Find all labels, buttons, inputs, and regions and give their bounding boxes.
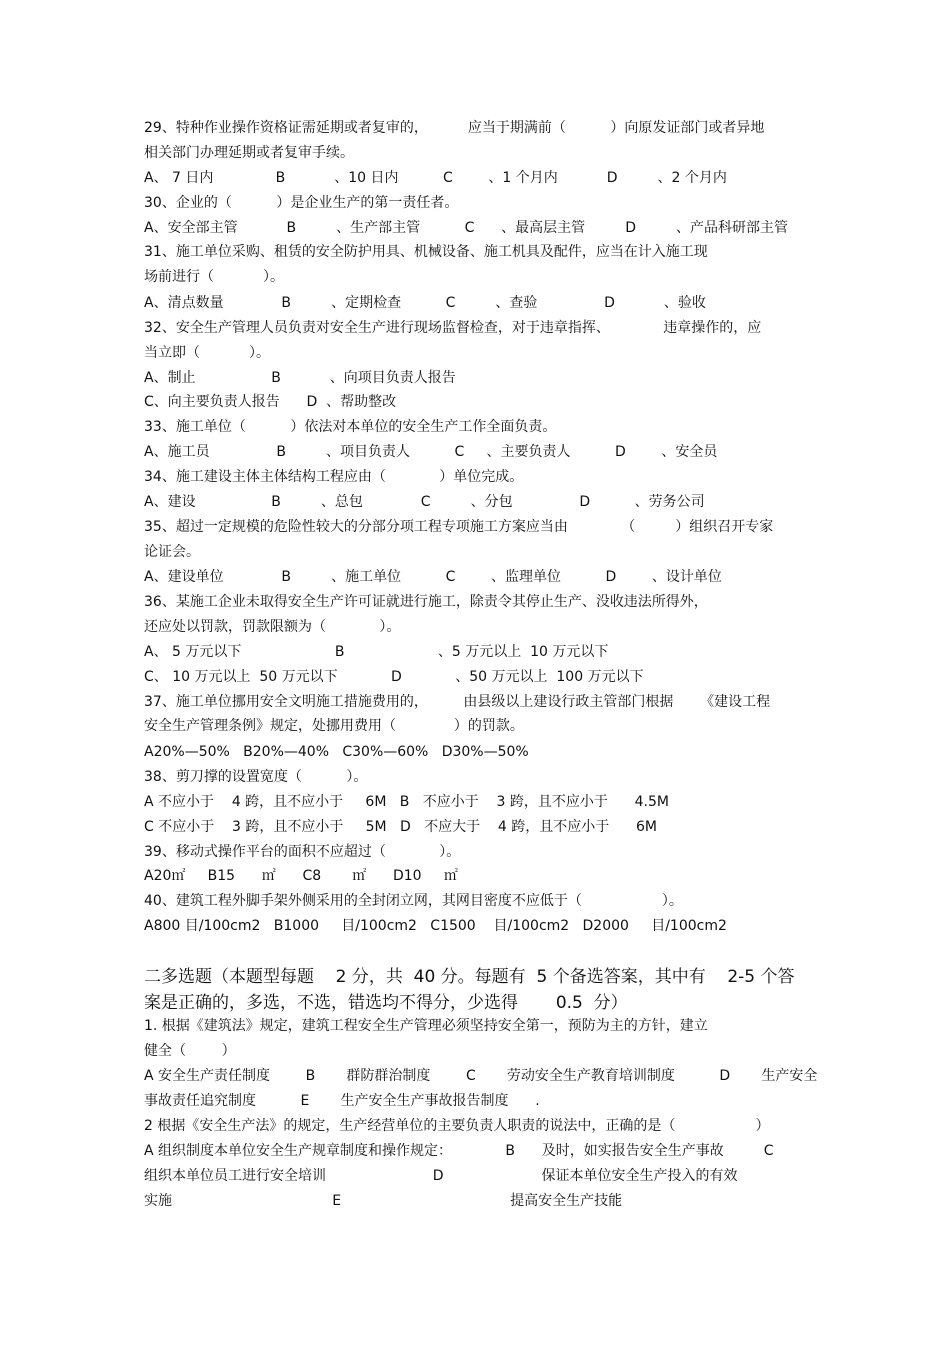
- text-line: A20㎡ B15 ㎡ C8 ㎡ D10 ㎡: [144, 868, 458, 884]
- text-line: 实施 E 提高安全生产技能: [144, 1193, 623, 1209]
- text-line: A、建设单位 B 、施工单位 C 、监理单位 D 、设计单位: [144, 569, 722, 585]
- text-line: 1. 根据《建筑法》规定，建筑工程安全生产管理必须坚持安全第一，预防为主的方针，建立: [144, 1018, 708, 1034]
- text-line: A、建设 B 、总包 C 、分包 D 、劳务公司: [144, 494, 705, 510]
- text-line: A、制止 B 、向项目负责人报告: [144, 370, 456, 386]
- text-line: C、 10 万元以上 50 万元以下 D 、50 万元以上 100 万元以下: [144, 669, 644, 685]
- text-line: C、向主要负责人报告 D 、帮助整改: [144, 394, 397, 410]
- text-line: A、 7 日内 B 、10 日内 C 、1 个月内 D 、2 个月内: [144, 170, 727, 186]
- text-line: 2 根据《安全生产法》的规定，生产经营单位的主要负责人职责的说法中，正确的是（ ）: [144, 1118, 770, 1134]
- text-line: 33、施工单位（ ）依法对本单位的安全生产工作全面负责。: [144, 419, 557, 435]
- text-line: 30、企业的（ ）是企业生产的第一责任者。: [144, 195, 459, 211]
- text-line: 论证会。: [144, 544, 200, 560]
- text-line: 39、移动式操作平台的面积不应超过（ ）。: [144, 844, 461, 860]
- text-line: A、施工员 B 、项目负责人 C 、主要负责人 D 、安全员: [144, 444, 718, 460]
- text-line: 当立即（ ）。: [144, 345, 270, 361]
- text-line: 还应处以罚款，罚款限额为（ ）。: [144, 619, 401, 635]
- section-heading-line: 案是正确的，多选，不选，错选均不得分，少选得 0.5 分）: [144, 993, 628, 1013]
- text-line: 32、安全生产管理人员负责对安全生产进行现场监督检查，对于违章指挥、 违章操作的，应: [144, 320, 762, 336]
- text-line: 37、施工单位挪用安全文明施工措施费用的， 由县级以上建设行政主管部门根据 《建设工程: [144, 694, 771, 710]
- text-line: A、安全部主管 B 、生产部主管 C 、最高层主管 D 、产品科研部主管: [144, 220, 789, 236]
- text-line: 40、建筑工程外脚手架外侧采用的全封闭立网，其网目密度不应低于（ ）。: [144, 893, 683, 909]
- text-line: A 组织制度本单位安全生产规章制度和操作规定： B 及时，如实报告安全生产事故 C: [144, 1143, 774, 1159]
- text-line: 31、施工单位采购、租赁的安全防护用具、机械设备、施工机具及配件，应当在计入施工现: [144, 244, 708, 260]
- text-line: 事故责任追究制度 E 生产安全生产事故报告制度 .: [144, 1093, 540, 1109]
- text-line: 组织本单位员工进行安全培训 D 保证本单位安全生产投入的有效: [144, 1168, 738, 1184]
- text-line: 相关部门办理延期或者复审手续。: [144, 145, 354, 161]
- text-line: 29、特种作业操作资格证需延期或者复审的， 应当于期满前（ ）向原发证部门或者异地: [144, 120, 765, 136]
- section-heading-line: 二多选题（本题型每题 2 分，共 40 分。每题有 5 个备选答案，其中有 2-5 个答: [144, 967, 795, 987]
- text-line: A、清点数量 B 、定期检查 C 、查验 D 、验收: [144, 295, 706, 311]
- text-line: A、 5 万元以下 B 、5 万元以上 10 万元以下: [144, 644, 609, 660]
- text-line: C 不应小于 3 跨，且不应小于 5M D 不应大于 4 跨，且不应小于 6M: [144, 819, 657, 835]
- text-line: A 不应小于 4 跨，且不应小于 6M B 不应小于 3 跨，且不应小于 4.5M: [144, 794, 669, 810]
- text-line: 35、超过一定规模的危险性较大的分部分项工程专项施工方案应当由 （ ）组织召开专家: [144, 519, 774, 535]
- text-line: 场前进行（ ）。: [144, 269, 284, 285]
- text-line: 36、某施工企业未取得安全生产许可证就进行施工，除责令其停止生产、没收违法所得外，: [144, 594, 708, 610]
- text-line: A20%—50% B20%—40% C30%—60% D30%—50%: [144, 744, 529, 760]
- text-line: A800 目/100cm2 B1000 目/100cm2 C1500 目/100cm2 D2000 目/100cm2: [144, 918, 727, 934]
- text-line: 34、施工建设主体主体结构工程应由（ ）单位完成。: [144, 469, 524, 485]
- text-line: 38、剪刀撑的设置宽度（ ）。: [144, 769, 368, 785]
- text-line: 健全（ ）: [144, 1043, 236, 1059]
- text-line: 安全生产管理条例》规定，处挪用费用（ ）的罚款。: [144, 718, 524, 734]
- text-line: A 安全生产责任制度 B 群防群治制度 C 劳动安全生产教育培训制度 D 生产安全: [144, 1068, 818, 1084]
